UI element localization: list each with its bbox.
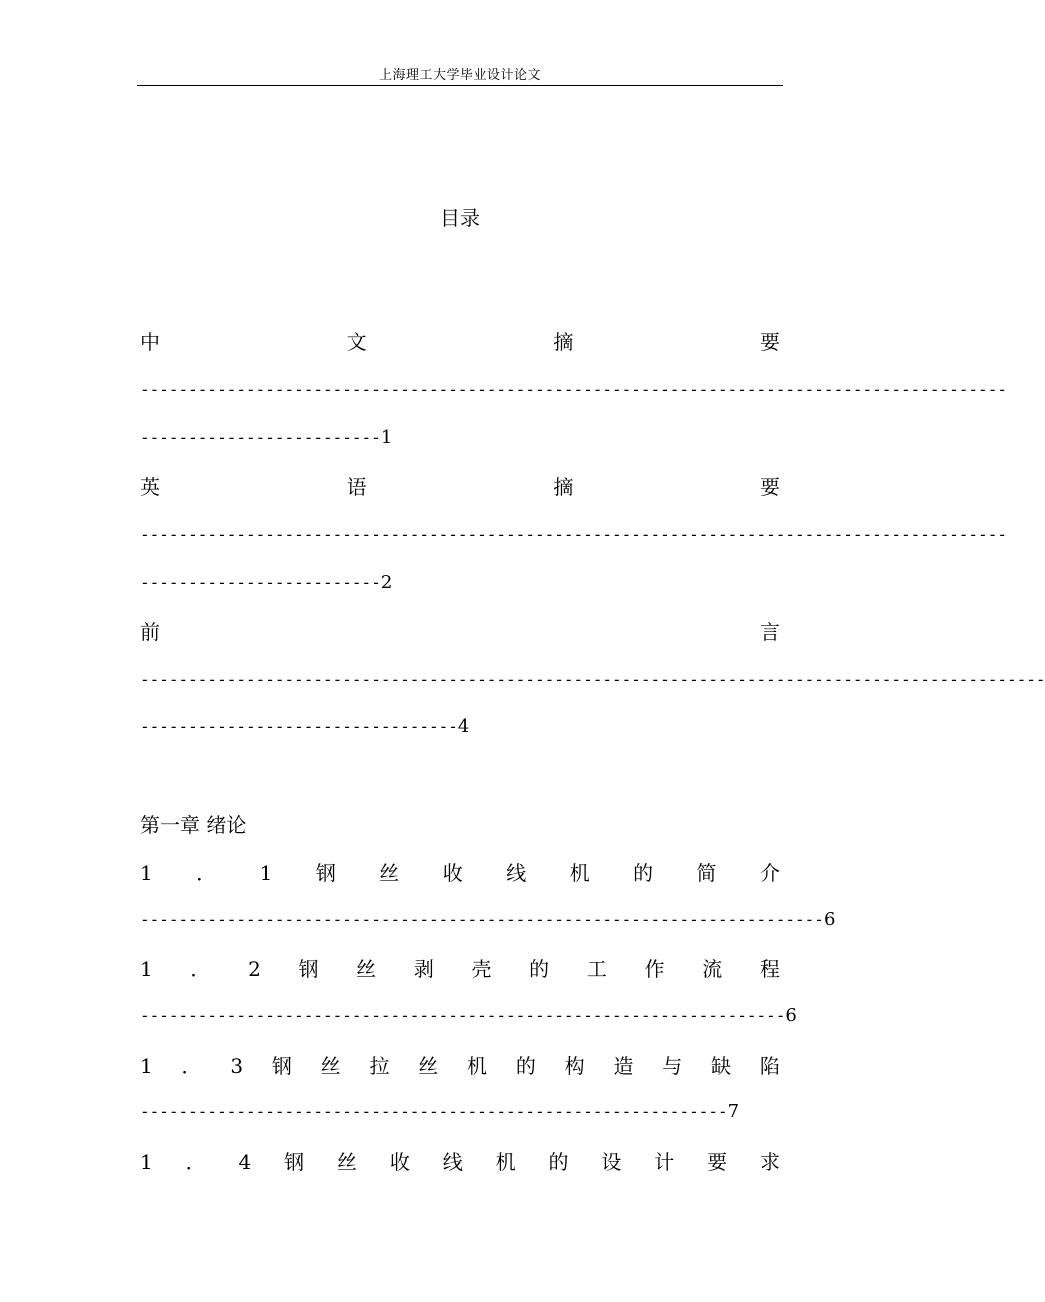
toc-char: 丝 (418, 1054, 439, 1078)
toc-char: 流 (702, 957, 723, 981)
toc-entry-english-abstract (140, 473, 780, 501)
toc-entry-preface (140, 618, 780, 646)
toc-char: 介 (760, 861, 780, 885)
toc-title: 目录 (440, 206, 480, 230)
toc-char: 要 (759, 475, 780, 499)
toc-char: 造 (613, 1054, 634, 1078)
toc-leader: ------------------------------------------------------------------------------------------ (140, 380, 1007, 399)
toc-page-number: 4 (457, 716, 470, 737)
toc-leader: ----------------------------------------------------------------------- (140, 910, 824, 929)
toc-char: 要 (707, 1150, 728, 1174)
toc-char: ． (190, 957, 211, 981)
toc-char: ． (196, 861, 217, 885)
toc-char: 收 (389, 1150, 410, 1174)
toc-char: 机 (569, 861, 590, 885)
toc-page-number: 2 (380, 572, 393, 593)
toc-char: 4 (238, 1150, 252, 1174)
toc-leader-end (140, 715, 469, 739)
toc-char: 丝 (356, 957, 377, 981)
toc-leader-end (140, 1100, 739, 1124)
toc-char: 钢 (271, 1054, 292, 1078)
toc-char: 线 (442, 1150, 463, 1174)
toc-char: ． (181, 1054, 202, 1078)
toc-leader: --------------------------------- (140, 717, 458, 736)
toc-char: 中 (140, 330, 160, 354)
toc-char: 拉 (369, 1054, 390, 1078)
toc-char: 钢 (298, 957, 319, 981)
toc-char: 文 (346, 330, 367, 354)
toc-char: 工 (586, 957, 607, 981)
toc-leader-end (140, 571, 392, 595)
toc-char: 2 (248, 957, 261, 981)
toc-char: 与 (662, 1054, 683, 1078)
toc-section-1-1 (140, 859, 780, 887)
toc-leader-end (140, 426, 392, 450)
toc-section-1-3 (140, 1052, 780, 1080)
toc-char: 设 (601, 1150, 622, 1174)
toc-char: 计 (654, 1150, 675, 1174)
toc-char: 剥 (413, 957, 434, 981)
header-rule (137, 85, 783, 86)
toc-char: 前 (140, 620, 160, 644)
toc-char: 丝 (336, 1150, 357, 1174)
toc-char: 言 (760, 620, 780, 644)
toc-page-number: 6 (785, 1005, 797, 1026)
toc-char: 简 (696, 861, 717, 885)
toc-page-number: 6 (823, 909, 836, 930)
toc-char: 摘 (553, 475, 574, 499)
chapter-title: 第一章 绪论 (140, 813, 247, 837)
toc-char: 壳 (471, 957, 492, 981)
toc-char: 程 (759, 957, 780, 981)
toc-char: 的 (529, 957, 550, 981)
toc-char: 1 (140, 861, 153, 885)
toc-char: 的 (515, 1054, 536, 1078)
toc-char: 钢 (284, 1150, 305, 1174)
toc-char: 钢 (315, 861, 336, 885)
toc-char: 的 (633, 861, 654, 885)
toc-section-1-4 (140, 1148, 780, 1176)
toc-section-1-2 (140, 955, 780, 983)
toc-leader: ------------------------------------------------------------------------------------------ (140, 525, 1007, 544)
toc-char: 线 (506, 861, 527, 885)
toc-char: 求 (759, 1150, 780, 1174)
toc-char: 的 (548, 1150, 569, 1174)
toc-entry-chinese-abstract (140, 328, 780, 356)
toc-char: 缺 (711, 1054, 732, 1078)
toc-char: 语 (346, 475, 367, 499)
toc-char: 1 (259, 861, 273, 885)
toc-leader: ------------------------- (140, 428, 381, 447)
page-header: 上海理工大学毕业设计论文 (378, 68, 541, 83)
toc-char: 陷 (759, 1054, 780, 1078)
toc-char: 机 (467, 1054, 488, 1078)
toc-leader: ---------------------------------------------------------------------------------------------- (140, 670, 1045, 689)
toc-char: 机 (495, 1150, 516, 1174)
toc-page-number: 1 (380, 427, 393, 448)
toc-char: ． (185, 1150, 206, 1174)
toc-char: 丝 (320, 1054, 341, 1078)
toc-char: 构 (564, 1054, 585, 1078)
toc-leader: ------------------------- (140, 573, 381, 592)
toc-leader-end (140, 1004, 797, 1028)
toc-leader-end (140, 908, 835, 932)
toc-char: 1 (140, 1054, 153, 1078)
toc-char: 要 (759, 330, 780, 354)
toc-page-number: 7 (727, 1101, 740, 1122)
toc-char: 收 (442, 861, 463, 885)
toc-char: 3 (230, 1054, 244, 1078)
toc-char: 1 (140, 957, 153, 981)
toc-leader: ------------------------------------------------------------- (140, 1102, 728, 1121)
toc-char: 作 (644, 957, 665, 981)
toc-char: 1 (140, 1150, 153, 1174)
toc-char: 摘 (553, 330, 574, 354)
toc-leader: ------------------------------------------------------------------- (140, 1006, 786, 1025)
toc-char: 丝 (379, 861, 400, 885)
toc-char: 英 (140, 475, 160, 499)
